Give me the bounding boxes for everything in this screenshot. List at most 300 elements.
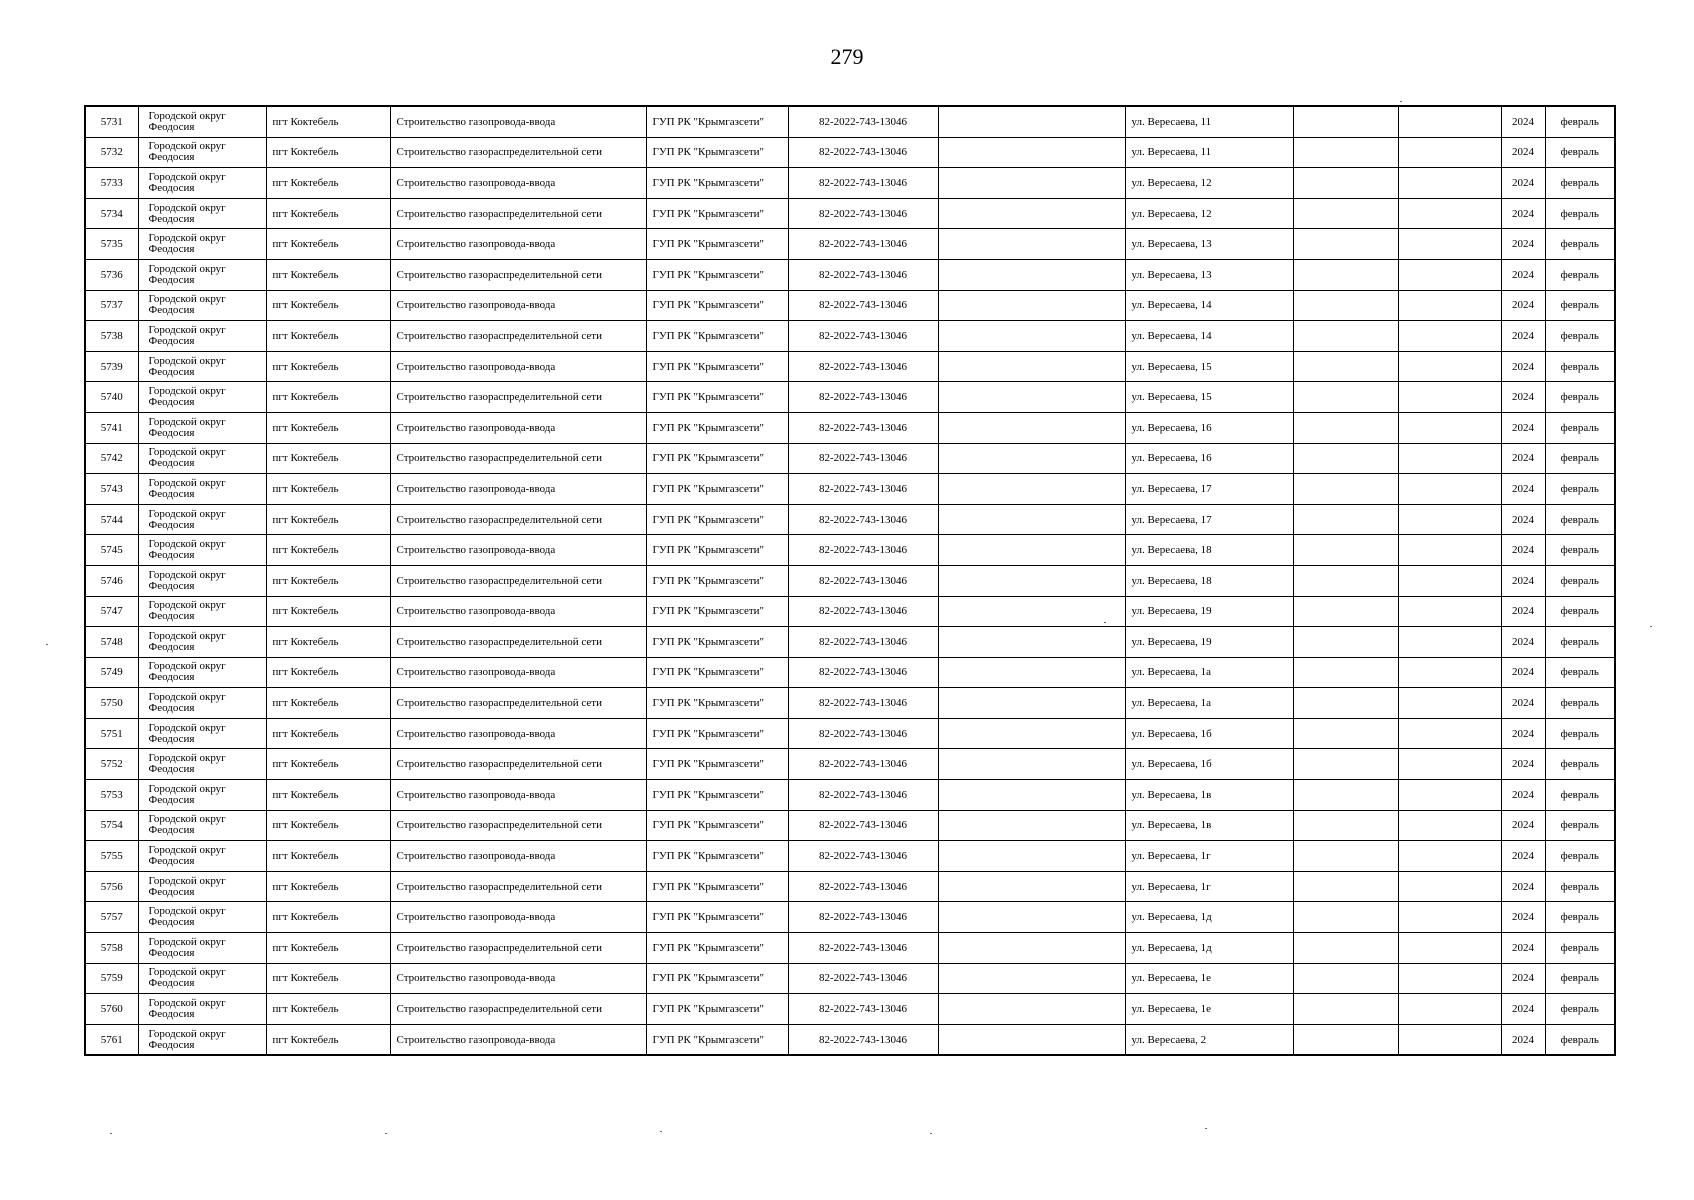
month-cell: февраль xyxy=(1545,871,1615,902)
scan-speck xyxy=(110,1133,112,1134)
organization-cell: ГУП РК "Крымгазсети" xyxy=(646,841,788,872)
organization-cell: ГУП РК "Крымгазсети" xyxy=(646,780,788,811)
work-type-cell: Строительство газопровода-ввода xyxy=(390,106,646,137)
registry-code-cell: 82-2022-743-13046 xyxy=(788,841,938,872)
year-cell: 2024 xyxy=(1501,412,1545,443)
month-cell: февраль xyxy=(1545,994,1615,1025)
empty-cell xyxy=(1398,259,1501,290)
year-cell: 2024 xyxy=(1501,933,1545,964)
empty-cell xyxy=(1398,780,1501,811)
locality-cell: пгт Коктебель xyxy=(266,963,390,994)
registry-code-cell: 82-2022-743-13046 xyxy=(788,565,938,596)
month-cell: февраль xyxy=(1545,412,1615,443)
month-cell: февраль xyxy=(1545,137,1615,168)
month-cell: февраль xyxy=(1545,902,1615,933)
empty-cell xyxy=(1398,902,1501,933)
month-cell: февраль xyxy=(1545,596,1615,627)
work-type-cell: Строительство газопровода-ввода xyxy=(390,780,646,811)
locality-cell: пгт Коктебель xyxy=(266,229,390,260)
district-cell: Городской округ Феодосия xyxy=(138,841,266,872)
register-table xyxy=(84,105,1616,1056)
empty-cell xyxy=(938,474,1125,505)
year-cell: 2024 xyxy=(1501,902,1545,933)
district-cell: Городской округ Феодосия xyxy=(138,963,266,994)
year-cell: 2024 xyxy=(1501,810,1545,841)
table-row xyxy=(85,504,1615,535)
empty-cell xyxy=(1398,198,1501,229)
district-cell: Городской округ Феодосия xyxy=(138,474,266,505)
work-type-cell: Строительство газораспределительной сети xyxy=(390,382,646,413)
locality-cell: пгт Коктебель xyxy=(266,688,390,719)
district-cell: Городской округ Феодосия xyxy=(138,688,266,719)
empty-cell xyxy=(938,229,1125,260)
month-cell: февраль xyxy=(1545,1024,1615,1055)
district-cell: Городской округ Феодосия xyxy=(138,351,266,382)
work-type-cell: Строительство газопровода-ввода xyxy=(390,229,646,260)
table-row xyxy=(85,443,1615,474)
registry-code-cell: 82-2022-743-13046 xyxy=(788,198,938,229)
organization-cell: ГУП РК "Крымгазсети" xyxy=(646,657,788,688)
year-cell: 2024 xyxy=(1501,198,1545,229)
locality-cell: пгт Коктебель xyxy=(266,902,390,933)
organization-cell: ГУП РК "Крымгазсети" xyxy=(646,382,788,413)
year-cell: 2024 xyxy=(1501,1024,1545,1055)
month-cell: февраль xyxy=(1545,504,1615,535)
row-number: 5744 xyxy=(85,504,138,535)
empty-cell xyxy=(938,596,1125,627)
locality-cell: пгт Коктебель xyxy=(266,780,390,811)
month-cell: февраль xyxy=(1545,382,1615,413)
row-number: 5749 xyxy=(85,657,138,688)
empty-cell xyxy=(1293,596,1398,627)
year-cell: 2024 xyxy=(1501,994,1545,1025)
year-cell: 2024 xyxy=(1501,474,1545,505)
empty-cell xyxy=(1293,259,1398,290)
year-cell: 2024 xyxy=(1501,351,1545,382)
empty-cell xyxy=(1293,474,1398,505)
district-cell: Городской округ Феодосия xyxy=(138,137,266,168)
empty-cell xyxy=(1293,1024,1398,1055)
address-cell: ул. Вересаева, 19 xyxy=(1125,596,1293,627)
empty-cell xyxy=(938,443,1125,474)
year-cell: 2024 xyxy=(1501,749,1545,780)
work-type-cell: Строительство газопровода-ввода xyxy=(390,474,646,505)
scan-speck xyxy=(1650,626,1652,627)
month-cell: февраль xyxy=(1545,106,1615,137)
address-cell: ул. Вересаева, 18 xyxy=(1125,565,1293,596)
locality-cell: пгт Коктебель xyxy=(266,351,390,382)
empty-cell xyxy=(938,688,1125,719)
year-cell: 2024 xyxy=(1501,871,1545,902)
empty-cell xyxy=(1398,810,1501,841)
empty-cell xyxy=(1398,871,1501,902)
organization-cell: ГУП РК "Крымгазсети" xyxy=(646,259,788,290)
table-row xyxy=(85,902,1615,933)
row-number: 5757 xyxy=(85,902,138,933)
empty-cell xyxy=(938,780,1125,811)
registry-code-cell: 82-2022-743-13046 xyxy=(788,810,938,841)
empty-cell xyxy=(1293,321,1398,352)
row-number: 5736 xyxy=(85,259,138,290)
organization-cell: ГУП РК "Крымгазсети" xyxy=(646,198,788,229)
empty-cell xyxy=(1293,137,1398,168)
district-cell: Городской округ Феодосия xyxy=(138,382,266,413)
row-number: 5738 xyxy=(85,321,138,352)
empty-cell xyxy=(1398,1024,1501,1055)
month-cell: февраль xyxy=(1545,749,1615,780)
row-number: 5737 xyxy=(85,290,138,321)
empty-cell xyxy=(938,351,1125,382)
address-cell: ул. Вересаева, 1а xyxy=(1125,688,1293,719)
year-cell: 2024 xyxy=(1501,657,1545,688)
empty-cell xyxy=(1293,290,1398,321)
year-cell: 2024 xyxy=(1501,137,1545,168)
locality-cell: пгт Коктебель xyxy=(266,535,390,566)
empty-cell xyxy=(1398,229,1501,260)
address-cell: ул. Вересаева, 17 xyxy=(1125,474,1293,505)
year-cell: 2024 xyxy=(1501,718,1545,749)
empty-cell xyxy=(938,627,1125,658)
organization-cell: ГУП РК "Крымгазсети" xyxy=(646,504,788,535)
address-cell: ул. Вересаева, 16 xyxy=(1125,443,1293,474)
work-type-cell: Строительство газораспределительной сети xyxy=(390,749,646,780)
empty-cell xyxy=(938,933,1125,964)
address-cell: ул. Вересаева, 1б xyxy=(1125,718,1293,749)
empty-cell xyxy=(1398,412,1501,443)
empty-cell xyxy=(1398,535,1501,566)
locality-cell: пгт Коктебель xyxy=(266,412,390,443)
locality-cell: пгт Коктебель xyxy=(266,443,390,474)
organization-cell: ГУП РК "Крымгазсети" xyxy=(646,596,788,627)
work-type-cell: Строительство газопровода-ввода xyxy=(390,168,646,199)
empty-cell xyxy=(1398,718,1501,749)
scan-speck xyxy=(930,1133,932,1134)
table-row xyxy=(85,321,1615,352)
address-cell: ул. Вересаева, 1в xyxy=(1125,780,1293,811)
registry-code-cell: 82-2022-743-13046 xyxy=(788,229,938,260)
work-type-cell: Строительство газораспределительной сети xyxy=(390,933,646,964)
table-row xyxy=(85,596,1615,627)
district-cell: Городской округ Феодосия xyxy=(138,902,266,933)
row-number: 5748 xyxy=(85,627,138,658)
organization-cell: ГУП РК "Крымгазсети" xyxy=(646,963,788,994)
row-number: 5754 xyxy=(85,810,138,841)
address-cell: ул. Вересаева, 1г xyxy=(1125,871,1293,902)
table-row xyxy=(85,994,1615,1025)
row-number: 5758 xyxy=(85,933,138,964)
district-cell: Городской округ Феодосия xyxy=(138,229,266,260)
table-row xyxy=(85,933,1615,964)
table-row xyxy=(85,351,1615,382)
empty-cell xyxy=(1398,351,1501,382)
district-cell: Городской округ Феодосия xyxy=(138,749,266,780)
address-cell: ул. Вересаева, 15 xyxy=(1125,351,1293,382)
locality-cell: пгт Коктебель xyxy=(266,106,390,137)
table-row xyxy=(85,106,1615,137)
row-number: 5756 xyxy=(85,871,138,902)
empty-cell xyxy=(938,290,1125,321)
table-row xyxy=(85,535,1615,566)
month-cell: февраль xyxy=(1545,841,1615,872)
work-type-cell: Строительство газораспределительной сети xyxy=(390,321,646,352)
month-cell: февраль xyxy=(1545,810,1615,841)
empty-cell xyxy=(1398,443,1501,474)
locality-cell: пгт Коктебель xyxy=(266,259,390,290)
table-row xyxy=(85,718,1615,749)
scan-speck xyxy=(1400,101,1402,102)
row-number: 5741 xyxy=(85,412,138,443)
locality-cell: пгт Коктебель xyxy=(266,565,390,596)
empty-cell xyxy=(1398,596,1501,627)
registry-code-cell: 82-2022-743-13046 xyxy=(788,351,938,382)
empty-cell xyxy=(1293,535,1398,566)
organization-cell: ГУП РК "Крымгазсети" xyxy=(646,565,788,596)
empty-cell xyxy=(1398,474,1501,505)
row-number: 5742 xyxy=(85,443,138,474)
work-type-cell: Строительство газопровода-ввода xyxy=(390,1024,646,1055)
locality-cell: пгт Коктебель xyxy=(266,627,390,658)
table-row xyxy=(85,229,1615,260)
month-cell: февраль xyxy=(1545,657,1615,688)
work-type-cell: Строительство газораспределительной сети xyxy=(390,137,646,168)
empty-cell xyxy=(938,963,1125,994)
table-row xyxy=(85,259,1615,290)
empty-cell xyxy=(938,810,1125,841)
registry-code-cell: 82-2022-743-13046 xyxy=(788,596,938,627)
row-number: 5747 xyxy=(85,596,138,627)
empty-cell xyxy=(1398,994,1501,1025)
locality-cell: пгт Коктебель xyxy=(266,137,390,168)
empty-cell xyxy=(1398,963,1501,994)
district-cell: Городской округ Феодосия xyxy=(138,780,266,811)
scan-speck xyxy=(1104,622,1106,623)
month-cell: февраль xyxy=(1545,780,1615,811)
table-row xyxy=(85,290,1615,321)
empty-cell xyxy=(938,259,1125,290)
registry-code-cell: 82-2022-743-13046 xyxy=(788,259,938,290)
locality-cell: пгт Коктебель xyxy=(266,841,390,872)
empty-cell xyxy=(1293,994,1398,1025)
row-number: 5739 xyxy=(85,351,138,382)
empty-cell xyxy=(938,412,1125,443)
registry-code-cell: 82-2022-743-13046 xyxy=(788,412,938,443)
district-cell: Городской округ Феодосия xyxy=(138,321,266,352)
empty-cell xyxy=(1293,902,1398,933)
work-type-cell: Строительство газораспределительной сети xyxy=(390,994,646,1025)
address-cell: ул. Вересаева, 19 xyxy=(1125,627,1293,658)
row-number: 5761 xyxy=(85,1024,138,1055)
work-type-cell: Строительство газопровода-ввода xyxy=(390,290,646,321)
year-cell: 2024 xyxy=(1501,780,1545,811)
empty-cell xyxy=(1293,627,1398,658)
row-number: 5731 xyxy=(85,106,138,137)
work-type-cell: Строительство газопровода-ввода xyxy=(390,535,646,566)
address-cell: ул. Вересаева, 13 xyxy=(1125,259,1293,290)
table-row xyxy=(85,963,1615,994)
address-cell: ул. Вересаева, 12 xyxy=(1125,198,1293,229)
work-type-cell: Строительство газораспределительной сети xyxy=(390,627,646,658)
district-cell: Городской округ Феодосия xyxy=(138,871,266,902)
empty-cell xyxy=(1293,443,1398,474)
empty-cell xyxy=(1398,382,1501,413)
empty-cell xyxy=(938,198,1125,229)
year-cell: 2024 xyxy=(1501,382,1545,413)
empty-cell xyxy=(1398,321,1501,352)
registry-code-cell: 82-2022-743-13046 xyxy=(788,902,938,933)
empty-cell xyxy=(1398,137,1501,168)
month-cell: февраль xyxy=(1545,535,1615,566)
empty-cell xyxy=(1293,688,1398,719)
empty-cell xyxy=(1293,933,1398,964)
row-number: 5743 xyxy=(85,474,138,505)
work-type-cell: Строительство газораспределительной сети xyxy=(390,259,646,290)
district-cell: Городской округ Феодосия xyxy=(138,657,266,688)
month-cell: февраль xyxy=(1545,627,1615,658)
table-row xyxy=(85,565,1615,596)
locality-cell: пгт Коктебель xyxy=(266,718,390,749)
organization-cell: ГУП РК "Крымгазсети" xyxy=(646,229,788,260)
month-cell: февраль xyxy=(1545,351,1615,382)
row-number: 5732 xyxy=(85,137,138,168)
year-cell: 2024 xyxy=(1501,168,1545,199)
year-cell: 2024 xyxy=(1501,841,1545,872)
locality-cell: пгт Коктебель xyxy=(266,1024,390,1055)
empty-cell xyxy=(1293,657,1398,688)
organization-cell: ГУП РК "Крымгазсети" xyxy=(646,933,788,964)
month-cell: февраль xyxy=(1545,443,1615,474)
table-row xyxy=(85,474,1615,505)
empty-cell xyxy=(1398,627,1501,658)
district-cell: Городской округ Феодосия xyxy=(138,627,266,658)
scan-speck xyxy=(1205,1128,1207,1129)
empty-cell xyxy=(938,871,1125,902)
district-cell: Городской округ Феодосия xyxy=(138,718,266,749)
month-cell: февраль xyxy=(1545,290,1615,321)
empty-cell xyxy=(938,1024,1125,1055)
organization-cell: ГУП РК "Крымгазсети" xyxy=(646,351,788,382)
table-row xyxy=(85,871,1615,902)
registry-code-cell: 82-2022-743-13046 xyxy=(788,963,938,994)
registry-code-cell: 82-2022-743-13046 xyxy=(788,994,938,1025)
row-number: 5746 xyxy=(85,565,138,596)
month-cell: февраль xyxy=(1545,718,1615,749)
empty-cell xyxy=(1293,810,1398,841)
address-cell: ул. Вересаева, 15 xyxy=(1125,382,1293,413)
registry-code-cell: 82-2022-743-13046 xyxy=(788,871,938,902)
organization-cell: ГУП РК "Крымгазсети" xyxy=(646,994,788,1025)
row-number: 5735 xyxy=(85,229,138,260)
table-row xyxy=(85,412,1615,443)
registry-code-cell: 82-2022-743-13046 xyxy=(788,657,938,688)
empty-cell xyxy=(1398,168,1501,199)
empty-cell xyxy=(1398,688,1501,719)
row-number: 5752 xyxy=(85,749,138,780)
year-cell: 2024 xyxy=(1501,106,1545,137)
empty-cell xyxy=(938,565,1125,596)
organization-cell: ГУП РК "Крымгазсети" xyxy=(646,168,788,199)
registry-code-cell: 82-2022-743-13046 xyxy=(788,780,938,811)
registry-code-cell: 82-2022-743-13046 xyxy=(788,1024,938,1055)
table-row xyxy=(85,627,1615,658)
month-cell: февраль xyxy=(1545,565,1615,596)
empty-cell xyxy=(938,106,1125,137)
registry-code-cell: 82-2022-743-13046 xyxy=(788,106,938,137)
empty-cell xyxy=(1293,749,1398,780)
month-cell: февраль xyxy=(1545,168,1615,199)
registry-code-cell: 82-2022-743-13046 xyxy=(788,627,938,658)
address-cell: ул. Вересаева, 14 xyxy=(1125,321,1293,352)
organization-cell: ГУП РК "Крымгазсети" xyxy=(646,718,788,749)
registry-code-cell: 82-2022-743-13046 xyxy=(788,290,938,321)
address-cell: ул. Вересаева, 11 xyxy=(1125,106,1293,137)
month-cell: февраль xyxy=(1545,963,1615,994)
district-cell: Городской округ Феодосия xyxy=(138,810,266,841)
locality-cell: пгт Коктебель xyxy=(266,168,390,199)
month-cell: февраль xyxy=(1545,933,1615,964)
work-type-cell: Строительство газопровода-ввода xyxy=(390,596,646,627)
row-number: 5740 xyxy=(85,382,138,413)
empty-cell xyxy=(1293,841,1398,872)
district-cell: Городской округ Феодосия xyxy=(138,106,266,137)
row-number: 5755 xyxy=(85,841,138,872)
address-cell: ул. Вересаева, 1а xyxy=(1125,657,1293,688)
address-cell: ул. Вересаева, 13 xyxy=(1125,229,1293,260)
scan-speck xyxy=(660,1131,662,1132)
organization-cell: ГУП РК "Крымгазсети" xyxy=(646,106,788,137)
table-body xyxy=(85,106,1615,1055)
empty-cell xyxy=(1293,168,1398,199)
row-number: 5745 xyxy=(85,535,138,566)
address-cell: ул. Вересаева, 17 xyxy=(1125,504,1293,535)
locality-cell: пгт Коктебель xyxy=(266,749,390,780)
year-cell: 2024 xyxy=(1501,259,1545,290)
empty-cell xyxy=(1398,290,1501,321)
table-row xyxy=(85,1024,1615,1055)
row-number: 5733 xyxy=(85,168,138,199)
registry-code-cell: 82-2022-743-13046 xyxy=(788,168,938,199)
empty-cell xyxy=(1398,749,1501,780)
row-number: 5734 xyxy=(85,198,138,229)
organization-cell: ГУП РК "Крымгазсети" xyxy=(646,871,788,902)
empty-cell xyxy=(938,382,1125,413)
empty-cell xyxy=(1398,565,1501,596)
locality-cell: пгт Коктебель xyxy=(266,871,390,902)
organization-cell: ГУП РК "Крымгазсети" xyxy=(646,688,788,719)
registry-code-cell: 82-2022-743-13046 xyxy=(788,382,938,413)
locality-cell: пгт Коктебель xyxy=(266,321,390,352)
address-cell: ул. Вересаева, 18 xyxy=(1125,535,1293,566)
work-type-cell: Строительство газораспределительной сети xyxy=(390,504,646,535)
empty-cell xyxy=(938,902,1125,933)
district-cell: Городской округ Феодосия xyxy=(138,443,266,474)
organization-cell: ГУП РК "Крымгазсети" xyxy=(646,627,788,658)
organization-cell: ГУП РК "Крымгазсети" xyxy=(646,443,788,474)
address-cell: ул. Вересаева, 14 xyxy=(1125,290,1293,321)
empty-cell xyxy=(938,841,1125,872)
empty-cell xyxy=(938,657,1125,688)
row-number: 5759 xyxy=(85,963,138,994)
organization-cell: ГУП РК "Крымгазсети" xyxy=(646,321,788,352)
empty-cell xyxy=(1293,963,1398,994)
district-cell: Городской округ Феодосия xyxy=(138,168,266,199)
address-cell: ул. Вересаева, 1б xyxy=(1125,749,1293,780)
district-cell: Городской округ Феодосия xyxy=(138,596,266,627)
work-type-cell: Строительство газопровода-ввода xyxy=(390,902,646,933)
year-cell: 2024 xyxy=(1501,443,1545,474)
empty-cell xyxy=(1293,351,1398,382)
month-cell: февраль xyxy=(1545,229,1615,260)
empty-cell xyxy=(1398,841,1501,872)
